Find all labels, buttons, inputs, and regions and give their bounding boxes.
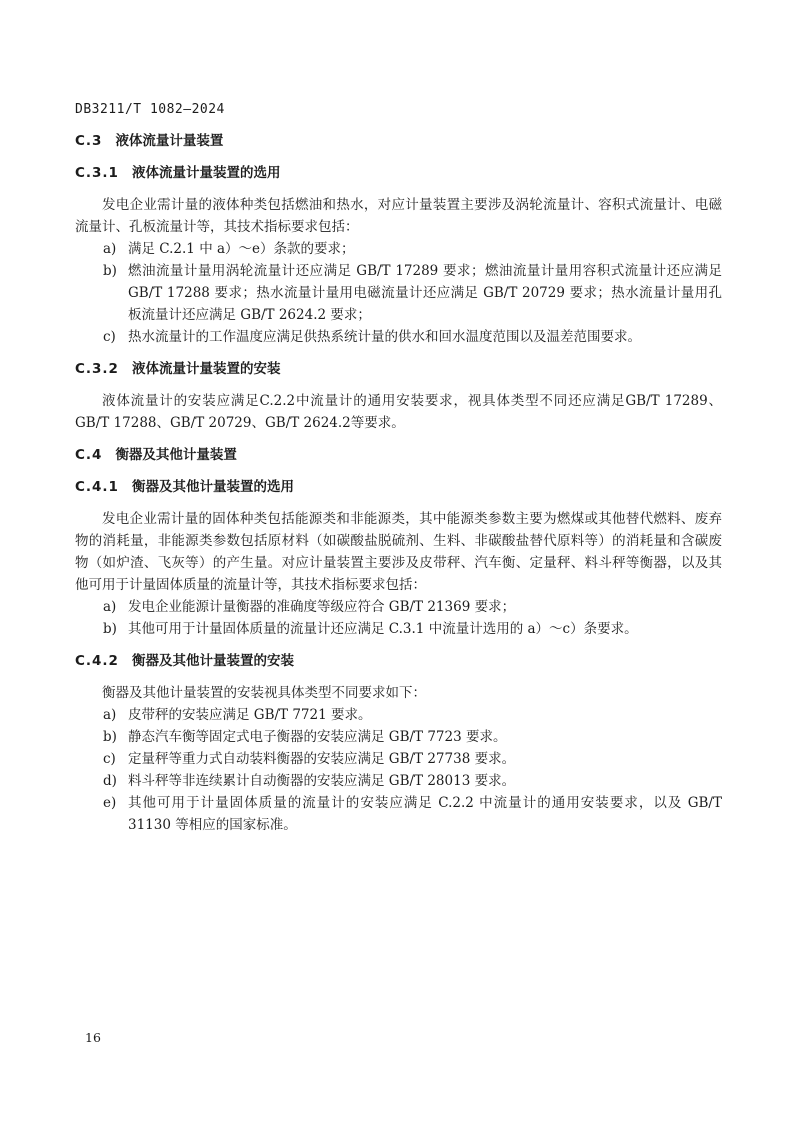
section-number: C.3.1: [75, 165, 119, 181]
list-marker: a): [103, 599, 117, 615]
section-number: C.4.1: [75, 479, 119, 495]
paragraph-c41-intro: 发电企业需计量的固体种类包括能源类和非能源类，其中能源类参数主要为燃煤或其他替代燃料、废弃物的消耗量，非能源类参数包括原材料（如碳酸盐脱硫剂、生料、非碳酸盐替代原料等）的消耗量和含碳废物（如炉渣、飞灰等）的产生量。对应计量装置主要涉及皮带秤、汽车衡、定量秤、料斗秤等衡器，以及其他可用于计量固体质量的流量计等，其技术指标要求包括：: [75, 511, 722, 593]
list-marker: d): [103, 773, 117, 789]
section-title: 衡器及其他计量装置的安装: [131, 653, 294, 669]
list-text: 定量秤等重力式自动装料衡器的安装应满足 GB/T 27738 要求。: [128, 751, 516, 767]
paragraph-c31-intro: 发电企业需计量的液体种类包括燃油和热水，对应计量装置主要涉及涡轮流量计、容积式流量计、电磁流量计、孔板流量计等，其技术指标要求包括：: [75, 197, 722, 235]
list-marker: a): [103, 241, 117, 257]
list-text: 料斗秤等非连续累计自动衡器的安装应满足 GB/T 28013 要求。: [128, 773, 516, 789]
list-item-a: [75, 704, 722, 726]
list-item-a: [75, 238, 722, 260]
heading-c31: [75, 162, 722, 184]
section-title: 液体流量计量装置的安装: [131, 361, 281, 377]
list-c41: [75, 596, 722, 640]
heading-c41: [75, 476, 722, 498]
list-text: 燃油流量计量用涡轮流量计还应满足 GB/T 17289 要求；燃油流量计量用容积式流量计还应满足 GB/T 17288 要求；热水流量计量用电磁流量计还应满足 GB/T 20729 要求；热水流量计量用孔板流量计还应满足 GB/T 2624.2 要求；: [128, 263, 722, 323]
list-marker: c): [103, 329, 116, 345]
list-text: 静态汽车衡等固定式电子衡器的安装应满足 GB/T 7723 要求。: [128, 729, 507, 745]
paragraph-c42-intro: 衡器及其他计量装置的安装视具体类型不同要求如下：: [102, 685, 426, 701]
page-content: [75, 100, 722, 836]
list-item-b: [75, 260, 722, 326]
heading-c3: [75, 130, 722, 152]
list-item-c: [75, 748, 722, 770]
section-title: 衡器及其他计量装置的选用: [131, 479, 294, 495]
list-marker: b): [103, 621, 117, 637]
list-text: 热水流量计的工作温度应满足供热系统计量的供水和回水温度范围以及温差范围要求。: [128, 329, 641, 345]
list-text: 发电企业能源计量衡器的准确度等级应符合 GB/T 21369 要求；: [128, 599, 516, 615]
list-item-c: [75, 326, 722, 348]
list-text: 其他可用于计量固体质量的流量计还应满足 C.3.1 中流量计选用的 a）～c）条要求。: [128, 621, 638, 637]
section-title: 液体流量计量装置: [115, 133, 224, 149]
list-item-d: [75, 770, 722, 792]
section-title: 衡器及其他计量装置: [115, 447, 237, 463]
page-number: 16: [85, 1030, 101, 1045]
list-c42: [75, 704, 722, 836]
list-marker: a): [103, 707, 117, 723]
paragraph-c32-body: 液体流量计的安装应满足C.2.2中流量计的通用安装要求，视具体类型不同还应满足GB/T 17289、GB/T 17288、GB/T 20729、GB/T 2624.2等要求。: [75, 393, 722, 431]
list-item-b: [75, 618, 722, 640]
list-marker: b): [103, 729, 117, 745]
section-title: 液体流量计量装置的选用: [131, 165, 281, 181]
document-number: DB3211/T 1082—2024: [75, 102, 225, 117]
list-item-a: [75, 596, 722, 618]
heading-c42: [75, 650, 722, 672]
list-marker: e): [103, 795, 117, 811]
list-marker: b): [103, 263, 117, 279]
list-c31: [75, 238, 722, 348]
list-text: 满足 C.2.1 中 a）～e）条款的要求；: [128, 241, 355, 257]
heading-c4: [75, 444, 722, 466]
section-number: C.3: [75, 133, 103, 149]
section-number: C.4.2: [75, 653, 119, 669]
heading-c32: [75, 358, 722, 380]
list-marker: c): [103, 751, 116, 767]
section-number: C.3.2: [75, 361, 119, 377]
section-number: C.4: [75, 447, 103, 463]
list-item-b: [75, 726, 722, 748]
list-item-e: [75, 792, 722, 836]
list-text: 其他可用于计量固体质量的流量计的安装应满足 C.2.2 中流量计的通用安装要求，以及 GB/T 31130 等相应的国家标准。: [128, 795, 722, 833]
list-text: 皮带秤的安装应满足 GB/T 7721 要求。: [128, 707, 372, 723]
